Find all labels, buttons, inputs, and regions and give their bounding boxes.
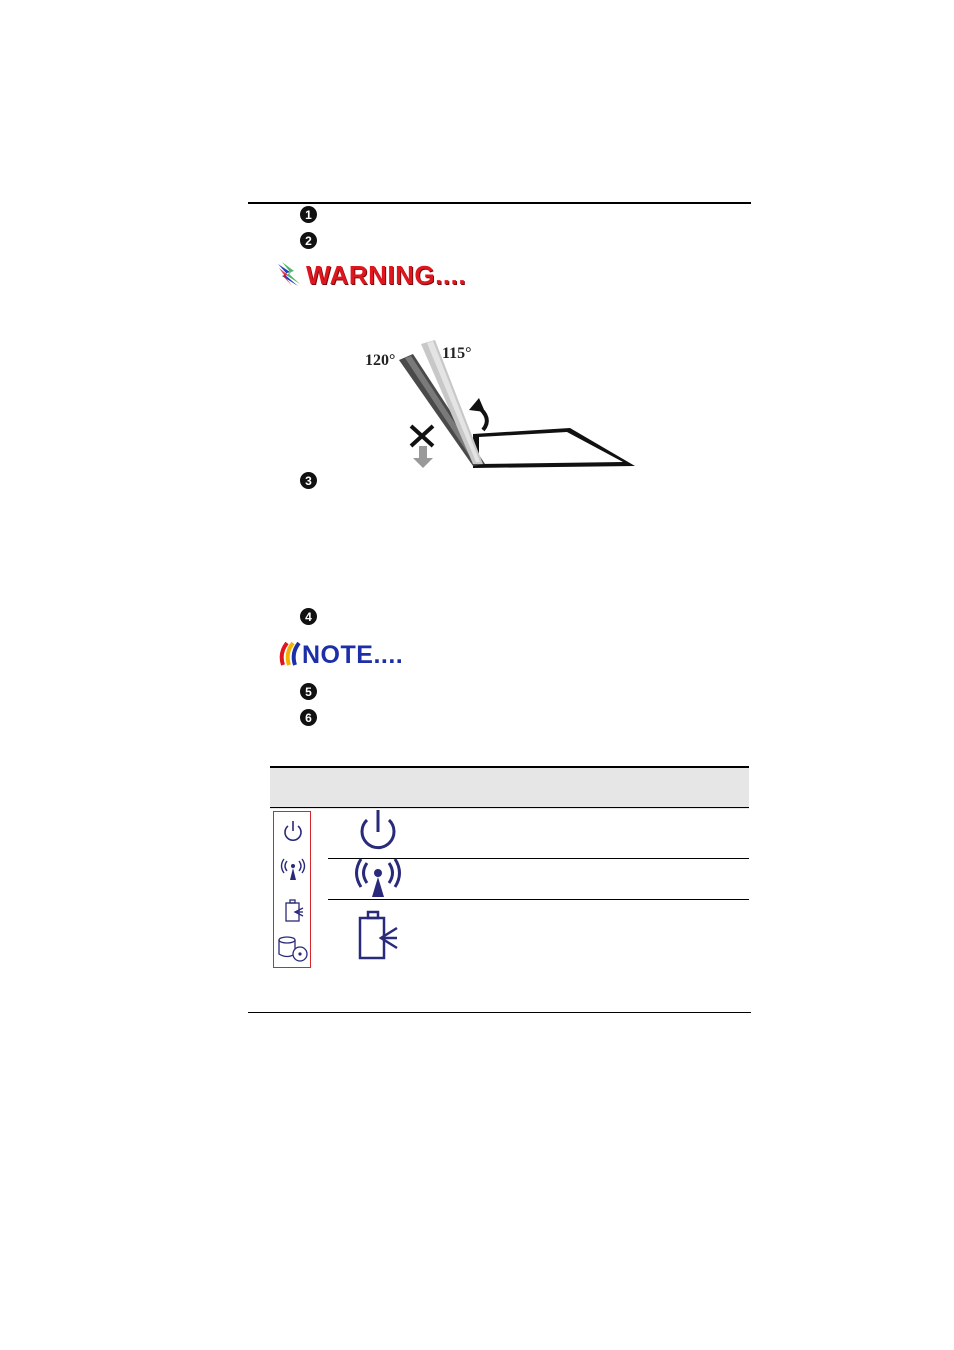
angle-label-light: 115° — [442, 345, 472, 362]
table-row-divider — [270, 807, 749, 808]
step-badge-4: 4 — [300, 608, 317, 625]
step-badge-3: 3 — [300, 472, 317, 489]
hdd-cd-icon — [274, 934, 312, 964]
indicator-strip — [273, 811, 311, 968]
lid-angle-figure — [355, 330, 645, 475]
battery-charge-icon — [274, 898, 312, 924]
header-rule — [248, 202, 751, 204]
warning-label: WARNING.... — [306, 260, 467, 290]
power-icon — [274, 818, 312, 844]
battery-charge-icon — [355, 910, 401, 967]
step-badge-2: 2 — [300, 232, 317, 249]
table-header — [270, 766, 749, 809]
step-badge-5: 5 — [300, 683, 317, 700]
step-badge-1: 1 — [300, 206, 317, 223]
wireless-icon — [351, 857, 405, 904]
angle-label-dark: 120° — [365, 352, 396, 369]
power-icon — [355, 806, 401, 861]
note-icon — [277, 641, 301, 667]
wireless-icon — [274, 856, 312, 882]
warning-icon — [276, 262, 300, 288]
footer-rule — [248, 1012, 751, 1013]
note-label: NOTE.... — [302, 641, 404, 669]
lid-angle-diagram — [355, 330, 645, 475]
step-badge-6: 6 — [300, 709, 317, 726]
